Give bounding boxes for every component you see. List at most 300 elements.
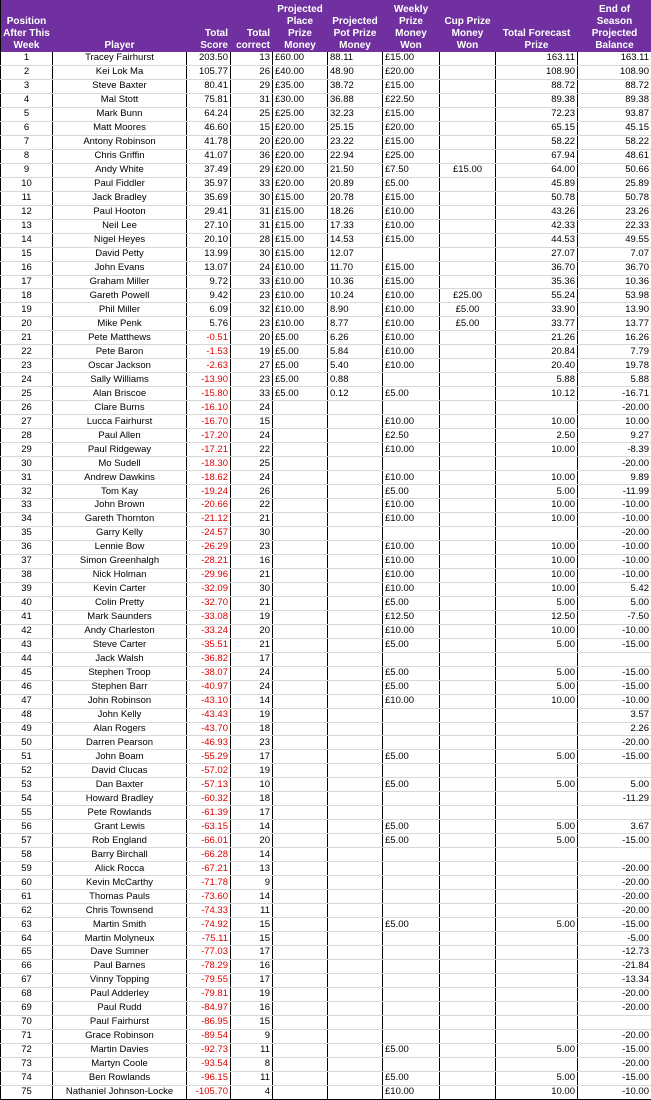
forecast-cell: [496, 848, 578, 862]
place-prize-cell: [273, 624, 328, 638]
table-row: [1, 65, 651, 79]
player-cell: Pete Rowlands: [53, 806, 187, 820]
forecast-cell: 10.00: [496, 1085, 578, 1099]
balance-cell: -20.00: [578, 526, 651, 540]
player-cell: Nathaniel Johnson-Locke: [53, 1085, 187, 1099]
total-correct-cell: 23: [231, 289, 273, 303]
total-score-cell: -26.29: [187, 540, 231, 554]
weekly-prize-cell: £10.00: [383, 694, 440, 708]
pot-prize-cell: [328, 1071, 383, 1085]
total-score-cell: -79.81: [187, 987, 231, 1001]
balance-cell: -10.00: [578, 694, 651, 708]
pot-prize-cell: [328, 666, 383, 680]
table-row: [1, 1001, 651, 1015]
balance-cell: -20.00: [578, 890, 651, 904]
player-cell: Kevin Carter: [53, 582, 187, 596]
table-row: [1, 708, 651, 722]
pot-prize-cell: [328, 973, 383, 987]
pot-prize-cell: 5.40: [328, 359, 383, 373]
pot-prize-cell: [328, 764, 383, 778]
weekly-prize-cell: £10.00: [383, 471, 440, 485]
forecast-cell: [496, 876, 578, 890]
cup-prize-cell: [440, 401, 496, 415]
total-score-cell: -73.60: [187, 890, 231, 904]
table-row: [1, 792, 651, 806]
balance-cell: 13.77: [578, 317, 651, 331]
balance-cell: 2.26: [578, 722, 651, 736]
balance-cell: 10.36: [578, 275, 651, 289]
balance-cell: -13.34: [578, 973, 651, 987]
balance-cell: 7.07: [578, 247, 651, 261]
balance-cell: -20.00: [578, 904, 651, 918]
forecast-cell: 5.88: [496, 373, 578, 387]
total-score-cell: -67.21: [187, 862, 231, 876]
player-cell: Colin Pretty: [53, 596, 187, 610]
cup-prize-cell: £15.00: [440, 163, 496, 177]
weekly-prize-cell: £5.00: [383, 177, 440, 191]
weekly-prize-cell: [383, 373, 440, 387]
total-correct-cell: 17: [231, 973, 273, 987]
forecast-cell: 10.00: [496, 582, 578, 596]
balance-cell: 3.67: [578, 820, 651, 834]
forecast-cell: [496, 526, 578, 540]
pot-prize-cell: [328, 638, 383, 652]
table-row: [1, 247, 651, 261]
total-correct-cell: 28: [231, 233, 273, 247]
player-cell: Paul Allen: [53, 429, 187, 443]
total-score-cell: -19.24: [187, 485, 231, 499]
place-prize-cell: [273, 1071, 328, 1085]
forecast-cell: [496, 806, 578, 820]
player-cell: John Robinson: [53, 694, 187, 708]
position-cell: 33: [1, 499, 53, 513]
total-score-cell: -71.78: [187, 876, 231, 890]
player-cell: Pete Matthews: [53, 331, 187, 345]
forecast-cell: 5.00: [496, 485, 578, 499]
place-prize-cell: [273, 443, 328, 457]
table-row: [1, 1057, 651, 1071]
weekly-prize-cell: [383, 973, 440, 987]
table-row: [1, 959, 651, 973]
player-cell: Alick Rocca: [53, 862, 187, 876]
cup-prize-cell: £5.00: [440, 303, 496, 317]
forecast-cell: [496, 862, 578, 876]
table-row: [1, 582, 651, 596]
place-prize-cell: [273, 904, 328, 918]
total-correct-cell: 10: [231, 778, 273, 792]
player-cell: Ben Rowlands: [53, 1071, 187, 1085]
total-score-cell: -79.55: [187, 973, 231, 987]
table-row: [1, 485, 651, 499]
table-row: [1, 932, 651, 946]
player-cell: John Kelly: [53, 708, 187, 722]
cup-prize-cell: [440, 932, 496, 946]
cup-prize-cell: [440, 806, 496, 820]
total-correct-cell: 17: [231, 652, 273, 666]
weekly-prize-cell: [383, 792, 440, 806]
table-row: [1, 401, 651, 415]
player-cell: Jack Bradley: [53, 191, 187, 205]
cup-prize-cell: [440, 862, 496, 876]
weekly-prize-cell: £10.00: [383, 540, 440, 554]
weekly-prize-cell: £10.00: [383, 415, 440, 429]
total-score-cell: 13.99: [187, 247, 231, 261]
place-prize-cell: £5.00: [273, 345, 328, 359]
total-correct-cell: 9: [231, 876, 273, 890]
place-prize-cell: [273, 596, 328, 610]
player-cell: Kevin McCarthy: [53, 876, 187, 890]
table-row: [1, 387, 651, 401]
pot-prize-cell: 32.23: [328, 107, 383, 121]
place-prize-cell: [273, 959, 328, 973]
player-cell: John Evans: [53, 261, 187, 275]
total-correct-cell: 30: [231, 582, 273, 596]
pot-prize-cell: 17.33: [328, 219, 383, 233]
total-correct-cell: 30: [231, 247, 273, 261]
table-row: [1, 526, 651, 540]
balance-cell: 22.33: [578, 219, 651, 233]
forecast-cell: 2.50: [496, 429, 578, 443]
place-prize-cell: £15.00: [273, 233, 328, 247]
total-correct-cell: 19: [231, 987, 273, 1001]
balance-cell: -15.00: [578, 666, 651, 680]
pot-prize-cell: [328, 862, 383, 876]
place-prize-cell: [273, 401, 328, 415]
cup-prize-cell: [440, 959, 496, 973]
pot-prize-cell: [328, 876, 383, 890]
player-cell: Chris Townsend: [53, 904, 187, 918]
forecast-cell: 44.53: [496, 233, 578, 247]
weekly-prize-cell: £5.00: [383, 1071, 440, 1085]
table-row: [1, 219, 651, 233]
cup-prize-cell: [440, 331, 496, 345]
player-cell: Clare Burns: [53, 401, 187, 415]
player-cell: Mo Sudell: [53, 457, 187, 471]
forecast-cell: 50.78: [496, 191, 578, 205]
total-correct-cell: 4: [231, 1085, 273, 1099]
player-cell: Rob England: [53, 834, 187, 848]
position-cell: 55: [1, 806, 53, 820]
balance-cell: -20.00: [578, 876, 651, 890]
position-cell: 25: [1, 387, 53, 401]
total-correct-cell: 16: [231, 1001, 273, 1015]
total-correct-cell: 25: [231, 457, 273, 471]
place-prize-cell: £60.00: [273, 52, 328, 65]
weekly-prize-cell: [383, 764, 440, 778]
total-score-cell: -93.54: [187, 1057, 231, 1071]
player-cell: Vinny Topping: [53, 973, 187, 987]
position-cell: 14: [1, 233, 53, 247]
position-cell: 67: [1, 973, 53, 987]
total-score-cell: -74.33: [187, 904, 231, 918]
pot-prize-cell: 21.50: [328, 163, 383, 177]
pot-prize-cell: 48.90: [328, 65, 383, 79]
total-correct-cell: 33: [231, 387, 273, 401]
total-score-cell: -105.70: [187, 1085, 231, 1099]
pot-prize-cell: [328, 750, 383, 764]
player-cell: Antony Robinson: [53, 135, 187, 149]
balance-cell: 9.27: [578, 429, 651, 443]
weekly-prize-cell: £15.00: [383, 135, 440, 149]
balance-cell: -5.00: [578, 932, 651, 946]
pot-prize-cell: [328, 1015, 383, 1029]
total-correct-cell: 18: [231, 792, 273, 806]
place-prize-cell: £10.00: [273, 275, 328, 289]
balance-cell: 108.90: [578, 65, 651, 79]
forecast-cell: [496, 1001, 578, 1015]
weekly-prize-cell: [383, 876, 440, 890]
cup-prize-cell: [440, 1043, 496, 1057]
table-row: [1, 652, 651, 666]
player-cell: Grace Robinson: [53, 1029, 187, 1043]
position-cell: 53: [1, 778, 53, 792]
header-position: Position After This Week: [1, 0, 53, 52]
player-cell: Martin Davies: [53, 1043, 187, 1057]
cup-prize-cell: [440, 666, 496, 680]
balance-cell: 3.57: [578, 708, 651, 722]
balance-cell: -7.50: [578, 610, 651, 624]
pot-prize-cell: 20.78: [328, 191, 383, 205]
weekly-prize-cell: [383, 932, 440, 946]
balance-cell: -20.00: [578, 457, 651, 471]
cup-prize-cell: [440, 708, 496, 722]
place-prize-cell: £15.00: [273, 219, 328, 233]
total-correct-cell: 21: [231, 512, 273, 526]
forecast-cell: [496, 736, 578, 750]
cup-prize-cell: [440, 1001, 496, 1015]
balance-cell: -11.29: [578, 792, 651, 806]
position-cell: 72: [1, 1043, 53, 1057]
total-score-cell: -78.29: [187, 959, 231, 973]
position-cell: 17: [1, 275, 53, 289]
forecast-cell: 12.50: [496, 610, 578, 624]
place-prize-cell: [273, 1029, 328, 1043]
place-prize-cell: [273, 638, 328, 652]
weekly-prize-cell: £2.50: [383, 429, 440, 443]
total-correct-cell: 30: [231, 526, 273, 540]
balance-cell: 23.26: [578, 205, 651, 219]
place-prize-cell: £5.00: [273, 331, 328, 345]
cup-prize-cell: [440, 820, 496, 834]
weekly-prize-cell: £10.00: [383, 512, 440, 526]
table-row: [1, 429, 651, 443]
player-cell: John Boam: [53, 750, 187, 764]
forecast-cell: 10.00: [496, 415, 578, 429]
table-row: [1, 820, 651, 834]
pot-prize-cell: [328, 722, 383, 736]
table-row: [1, 834, 651, 848]
position-cell: 42: [1, 624, 53, 638]
table-row: [1, 359, 651, 373]
cup-prize-cell: [440, 275, 496, 289]
cup-prize-cell: [440, 722, 496, 736]
cup-prize-cell: [440, 876, 496, 890]
balance-cell: -20.00: [578, 987, 651, 1001]
place-prize-cell: [273, 1043, 328, 1057]
weekly-prize-cell: £10.00: [383, 1085, 440, 1099]
forecast-cell: [496, 973, 578, 987]
place-prize-cell: [273, 415, 328, 429]
player-cell: David Clucas: [53, 764, 187, 778]
position-cell: 43: [1, 638, 53, 652]
player-cell: Andy White: [53, 163, 187, 177]
table-row: [1, 778, 651, 792]
table-row: [1, 596, 651, 610]
table-row: [1, 415, 651, 429]
table-row: [1, 722, 651, 736]
total-score-cell: 46.60: [187, 121, 231, 135]
pot-prize-cell: [328, 471, 383, 485]
total-score-cell: -38.07: [187, 666, 231, 680]
place-prize-cell: £10.00: [273, 261, 328, 275]
player-cell: Steve Baxter: [53, 79, 187, 93]
position-cell: 31: [1, 471, 53, 485]
position-cell: 62: [1, 904, 53, 918]
balance-cell: -10.00: [578, 568, 651, 582]
weekly-prize-cell: £22.50: [383, 93, 440, 107]
total-score-cell: 9.42: [187, 289, 231, 303]
pot-prize-cell: [328, 485, 383, 499]
cup-prize-cell: [440, 52, 496, 65]
forecast-cell: [496, 792, 578, 806]
pot-prize-cell: [328, 904, 383, 918]
total-score-cell: -84.97: [187, 1001, 231, 1015]
total-correct-cell: 20: [231, 135, 273, 149]
total-score-cell: -57.02: [187, 764, 231, 778]
balance-cell: -10.00: [578, 512, 651, 526]
forecast-cell: [496, 932, 578, 946]
total-correct-cell: 33: [231, 275, 273, 289]
cup-prize-cell: [440, 540, 496, 554]
place-prize-cell: [273, 512, 328, 526]
total-score-cell: -92.73: [187, 1043, 231, 1057]
total-score-cell: 105.77: [187, 65, 231, 79]
position-cell: 18: [1, 289, 53, 303]
balance-cell: 5.42: [578, 582, 651, 596]
total-score-cell: -33.24: [187, 624, 231, 638]
cup-prize-cell: [440, 1015, 496, 1029]
forecast-cell: 36.70: [496, 261, 578, 275]
position-cell: 16: [1, 261, 53, 275]
position-cell: 38: [1, 568, 53, 582]
place-prize-cell: £40.00: [273, 65, 328, 79]
forecast-cell: 163.11: [496, 52, 578, 65]
cup-prize-cell: [440, 1071, 496, 1085]
weekly-prize-cell: £20.00: [383, 65, 440, 79]
player-cell: Paul Barnes: [53, 959, 187, 973]
total-score-cell: -63.15: [187, 820, 231, 834]
table-row: [1, 806, 651, 820]
cup-prize-cell: [440, 65, 496, 79]
total-score-cell: 9.72: [187, 275, 231, 289]
table-row: [1, 568, 651, 582]
cup-prize-cell: [440, 205, 496, 219]
total-correct-cell: 26: [231, 485, 273, 499]
balance-cell: 16.26: [578, 331, 651, 345]
balance-cell: 5.00: [578, 596, 651, 610]
total-score-cell: -60.32: [187, 792, 231, 806]
place-prize-cell: [273, 457, 328, 471]
table-row: [1, 610, 651, 624]
player-cell: Paul Fiddler: [53, 177, 187, 191]
pot-prize-cell: 10.36: [328, 275, 383, 289]
total-correct-cell: 20: [231, 834, 273, 848]
player-cell: Chris Griffin: [53, 149, 187, 163]
weekly-prize-cell: £5.00: [383, 666, 440, 680]
cup-prize-cell: [440, 526, 496, 540]
balance-cell: -15.00: [578, 680, 651, 694]
player-cell: Pete Baron: [53, 345, 187, 359]
forecast-cell: 5.00: [496, 1071, 578, 1085]
cup-prize-cell: [440, 918, 496, 932]
cup-prize-cell: [440, 834, 496, 848]
cup-prize-cell: [440, 554, 496, 568]
pot-prize-cell: 36.88: [328, 93, 383, 107]
total-score-cell: -17.20: [187, 429, 231, 443]
position-cell: 35: [1, 526, 53, 540]
pot-prize-cell: [328, 946, 383, 960]
forecast-cell: 72.23: [496, 107, 578, 121]
balance-cell: 19.78: [578, 359, 651, 373]
place-prize-cell: [273, 932, 328, 946]
player-cell: Tom Kay: [53, 485, 187, 499]
balance-cell: 45.15: [578, 121, 651, 135]
pot-prize-cell: [328, 792, 383, 806]
pot-prize-cell: 12.07: [328, 247, 383, 261]
balance-cell: -20.00: [578, 401, 651, 415]
table-row: [1, 736, 651, 750]
total-score-cell: -18.62: [187, 471, 231, 485]
position-cell: 56: [1, 820, 53, 834]
total-score-cell: -36.82: [187, 652, 231, 666]
position-cell: 28: [1, 429, 53, 443]
position-cell: 47: [1, 694, 53, 708]
total-score-cell: -66.01: [187, 834, 231, 848]
cup-prize-cell: £25.00: [440, 289, 496, 303]
total-score-cell: -96.15: [187, 1071, 231, 1085]
player-cell: Darren Pearson: [53, 736, 187, 750]
total-correct-cell: 24: [231, 680, 273, 694]
pot-prize-cell: 25.15: [328, 121, 383, 135]
place-prize-cell: [273, 750, 328, 764]
total-correct-cell: 29: [231, 163, 273, 177]
balance-cell: 5.00: [578, 778, 651, 792]
pot-prize-cell: [328, 736, 383, 750]
total-correct-cell: 31: [231, 205, 273, 219]
balance-cell: -20.00: [578, 1001, 651, 1015]
table-row: [1, 918, 651, 932]
pot-prize-cell: [328, 554, 383, 568]
total-correct-cell: 14: [231, 694, 273, 708]
place-prize-cell: [273, 736, 328, 750]
table-row: [1, 862, 651, 876]
total-correct-cell: 15: [231, 918, 273, 932]
total-score-cell: -20.66: [187, 499, 231, 513]
forecast-cell: [496, 959, 578, 973]
player-cell: Dave Sumner: [53, 946, 187, 960]
place-prize-cell: [273, 806, 328, 820]
place-prize-cell: [273, 499, 328, 513]
total-correct-cell: 13: [231, 862, 273, 876]
place-prize-cell: [273, 722, 328, 736]
pot-prize-cell: [328, 568, 383, 582]
forecast-cell: 89.38: [496, 93, 578, 107]
player-cell: Kei Lok Ma: [53, 65, 187, 79]
balance-cell: 93.87: [578, 107, 651, 121]
cup-prize-cell: [440, 345, 496, 359]
weekly-prize-cell: [383, 708, 440, 722]
weekly-prize-cell: £12.50: [383, 610, 440, 624]
